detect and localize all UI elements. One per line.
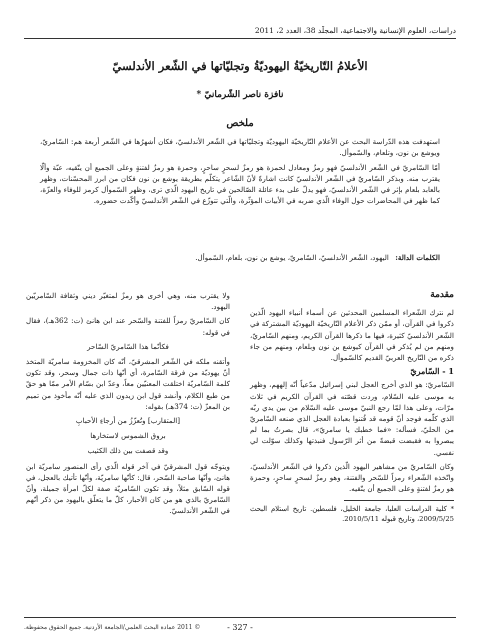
page-number: - 327 -	[227, 623, 253, 632]
keywords	[40, 252, 440, 263]
keywords-list: اليهود، الشّعر الأندلسيّ، السّامريّ، يوشع بن نون، بلعام، السّموأل.	[195, 253, 389, 262]
footnote: * كلية الدراسات العليا، جامعة الخليل، فلسطين. تاريخ استلام البحث 2009/5/25، وتاريخ قبوله 2010/5/11.	[250, 505, 454, 524]
body-paragraph: كان السّامريّ رمزاً للفتنة والسّحر عند ابن هانئ (ت: 362هـ)، فقال في قوله:	[26, 316, 230, 337]
subsection-heading: 1 - السّامريّ	[410, 366, 454, 377]
paper-title: الأعلامُ التّاريخيّةُ اليهوديّةُ وتجليّاتها في الشّعر الأندلسيّ	[112, 59, 368, 73]
abstract-paragraph: أمّا السّامريّ في الشّعر الأندلسيّ فهو رمزٌ ومعادل لحمزة هو رمزٌ لسحرٍ ساحرٍ، وحمزة هو رمزٌ لفتنةٍ وعلى الجميع أن يتّقيه، عبّة وألّا يقترب منه. وبذكر السّامريّ في الشّعر الأندلسيّ كانت اشارةً لأنّ الشّاعر يتكلّم بطريقة يوشع بن نون فكان من ابرز المحسّنات، وظهر بالعابد بلعام بإثر في الشّعر الأندلسيّ، فهو يدلّ على بدء عائلة الصّالحين في تاريخ اليهود الّذي ترى، وظهر السّموأل كرمز للوفاء والعزّة، كما ظهر في المحاضرات حول الوفاء الّذي ضربه في الأبيات المؤثّرة، والّتي تتوزّع في الشّعر الأندلسيّ وأكّدت حضوره.	[40, 163, 440, 205]
author-name: نافزة ناصر الشّرمانيّ *	[196, 90, 284, 100]
running-head: دراسات، العلوم الإنسانية والاجتماعية، المجلّد 38، العدد 2، 2011	[254, 26, 456, 35]
section-heading: مقدمة	[430, 290, 454, 300]
header-rule	[24, 38, 456, 39]
keywords-label: الكلمات الدالة:	[395, 253, 440, 262]
verse-line: وقد قصفت بين ذلك الكثيب	[87, 446, 169, 456]
intro-paragraph: لم نترك الشّعراء المسلمين المحدثين عن أسماء أنبياء اليهود الّذين ذكروا في القرآن، أو ممّن ذكر الأعلام التّاريخيّة اليهوديّة المشتركة في الشّعر الأندلسيّ كثيرة، فيها ما ذكرها القرآن الكريم، ومنهم السّامريّ، ومنهم من لم يُذكر في القرآن كيوشع بن نون وبلعام، ومنهم من جاء ذكره من التّاريخ العربيّ القديم كالسّموأل.	[250, 308, 454, 363]
right-column	[250, 290, 454, 524]
copyright-notice: © 2011 عمادة البحث العلمي/الجامعة الأردنية. جميع الحقوق محفوظة.	[24, 624, 201, 631]
abstract-heading: ملخص	[226, 118, 254, 129]
body-paragraph: وأتقنه ملكه في الشّعر المشرقيّ، أنّه كان المخزومة سامريّة المتخذ أنّ يهوديّة من فرقة السّامرة، أي أنّها ذات جمال وسحر، وقد تكون كلمة السّامريّة اختلقت المعنيّين معاً، وعدّ ابن بسّام الأمر ممّا هو حقّ من طبع الكلام، وأنشد قول ابن زيدون الذي عليه أنّه مأخوذ من تميم بن المعزّ (ت: 374هـ) بقوله:	[26, 357, 230, 411]
abstract	[40, 136, 440, 210]
body-paragraph: وكان السّامريّ من مشاهير اليهود الّذين ذكروا في الشّعر الأندلسيّ، واتّخذه الشّعراء رمزاً للسّحر والفتنة، وهو رمزٌ لسحرٍ ساحرٍ، وحمزة هو رمزٌ لفتنةٍ وعلى الجميع أن يتّقيه.	[250, 461, 454, 494]
body-paragraph: ولا يقترب منه، وهي أخرى هو رمزٌ لمتغيّر ديني وثقافة السّامريّين اليهود.	[26, 291, 230, 312]
body-paragraph: السّامريّ: هو الذي أخرج العجل لبني إسرائيل مدّعياً أنّه إلههم، وظهر به موسى عليه السّلام، وردت قصّته في القرآن الكريم في ثلاث مرّات، وعلى هذا لمّا رجع النبيّ موسى عليه السّلام من بين يدي ربّه الذي كلّمه فوجد أنّ قومه قد فُتنوا بعبادة العجل الذي صنعه السّامريّ من الحليّ، فسأله: «فما خطبك يا سامريّ»، قال بصرتُ بما لم يبصروا به فقبضت قبضةً من أثر الرّسول فنبذتها وكذلك سوّلت لي نفسي.	[250, 380, 454, 457]
verse-line: [المتقارب] وتُعزّزُ من أرجاءِ الأحبابِ	[75, 416, 181, 426]
verse-line: فكأنّما هذا السّامريّ السّاحر	[87, 341, 169, 351]
abstract-paragraph: استهدفت هذه الدّراسة البحث عن الأعلام التّاريخيّة اليهوديّة وتجليّاتها في الشّعر الأندلسيّ، فكان أشهرُها في الشّعر أربعة هم: السّامريّ، ويوشع بن نون، وتلعام، والسّموأل.	[40, 137, 440, 157]
verse-line: بروق الشموس لاستخارها	[90, 431, 166, 441]
body-paragraph: ويتوجّه قول المشرقيّ في آخر قوله الّذي رأى المنصور سامريّة ابن هانئ، وأنّها صاحبة السّحر، قال: كأنّها سامريّة، وأنّها تأتيك بالعجل، في قوله السّابق مثلاً، وقد تكون السّامريّة صفة لكلّ امرأة جميلة، وأنّ السّامريّ بالذي هو من كان الأحبار، كلّ ما يتعلّق باليهود من ذكر أنّهم في الشّعر الأندلسيّ.	[26, 461, 230, 516]
footer-rule	[24, 617, 456, 618]
left-column	[26, 290, 230, 520]
footnote-rule	[344, 500, 454, 501]
